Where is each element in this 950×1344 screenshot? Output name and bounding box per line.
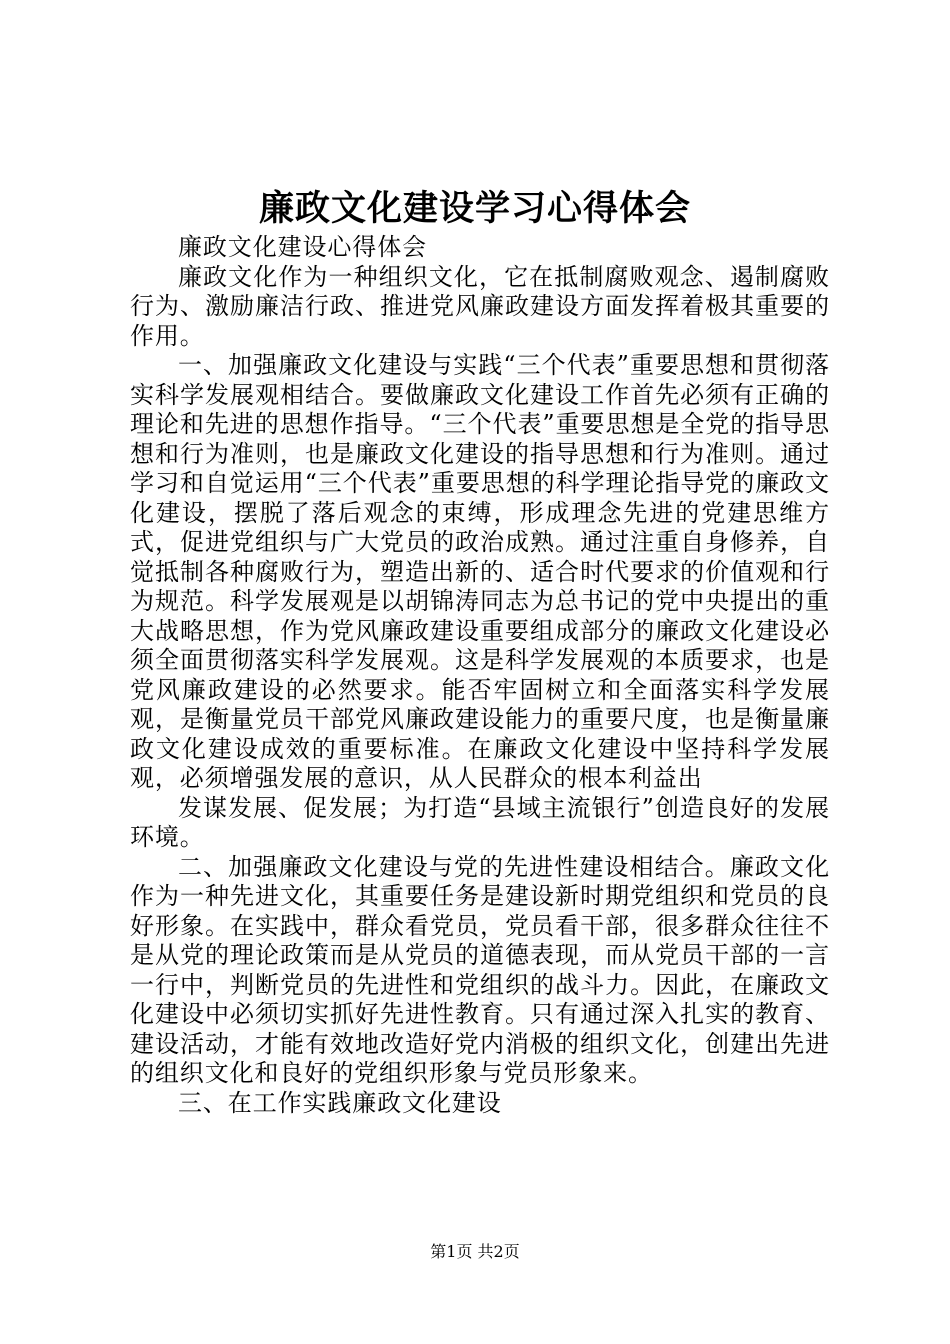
paragraph-subtitle: 廉政文化建设心得体会 [178,233,427,261]
page-number-footer: 第1页 共2页 [430,1242,520,1261]
paragraph-section-2: 二、加强廉政文化建设与党的先进性建设相结合。廉政文化作为一种先进文化，其重要任务是建设新时期党组织和党员的良好形象。在实践中，群众看党员，党员看干部，很多群众往往不是从党的理论政策而是从党员的道德表现，而从党员干部的一言一行中，判断党员的先进性和党组织的战斗力。因此，在廉政文化建设中必须切实抓好先进性教育。只有通过深入扎实的教育、建设活动，才能有效地改造好党内消极的组织文化，创建出先进的组织文化和良好的党组织形象与党员形象来。 [130,852,830,1087]
paragraph-section-1: 一、加强廉政文化建设与实践“三个代表”重要思想和贯彻落实科学发展观相结合。要做廉政文化建设工作首先必须有正确的理论和先进的思想作指导。“三个代表”重要思想是全党的指导思想和行为准则，也是廉政文化建设的指导思想和行为准则。通过学习和自觉运用“三个代表”重要思想的科学理论指导党的廉政文化建设，摆脱了落后观念的束缚，形成理念先进的党建思维方式，促进党组织与广大党员的政治成熟。通过注重自身修养，自觉抵制各种腐败行为，塑造出新的、适合时代要求的价值观和行为规范。科学发展观是以胡锦涛同志为总书记的党中央提出的重大战略思想，作为党风廉政建设重要组成部分的廉政文化建设必须全面贯彻落实科学发展观。这是科学发展观的本质要求，也是党风廉政建设的必然要求。能否牢固树立和全面落实科学发展观，是衡量党员干部党风廉政建设能力的重要尺度，也是衡量廉政文化建设成效的重要标准。在廉政文化建设中坚持科学发展观，必须增强发展的意识，从人民群众的根本利益出 [130,351,830,792]
document-body [130,233,830,1118]
paragraph-section-1-continued: 发谋发展、促发展；为打造“县域主流银行”创造良好的发展环境。 [130,793,830,851]
paragraph-intro: 廉政文化作为一种组织文化，它在抵制腐败观念、遏制腐败行为、激励廉洁行政、推进党风廉政建设方面发挥着极其重要的作用。 [130,262,830,350]
paragraph-section-3-heading: 三、在工作实践廉政文化建设 [178,1088,502,1117]
document-title: 廉政文化建设学习心得体会 [258,188,691,229]
